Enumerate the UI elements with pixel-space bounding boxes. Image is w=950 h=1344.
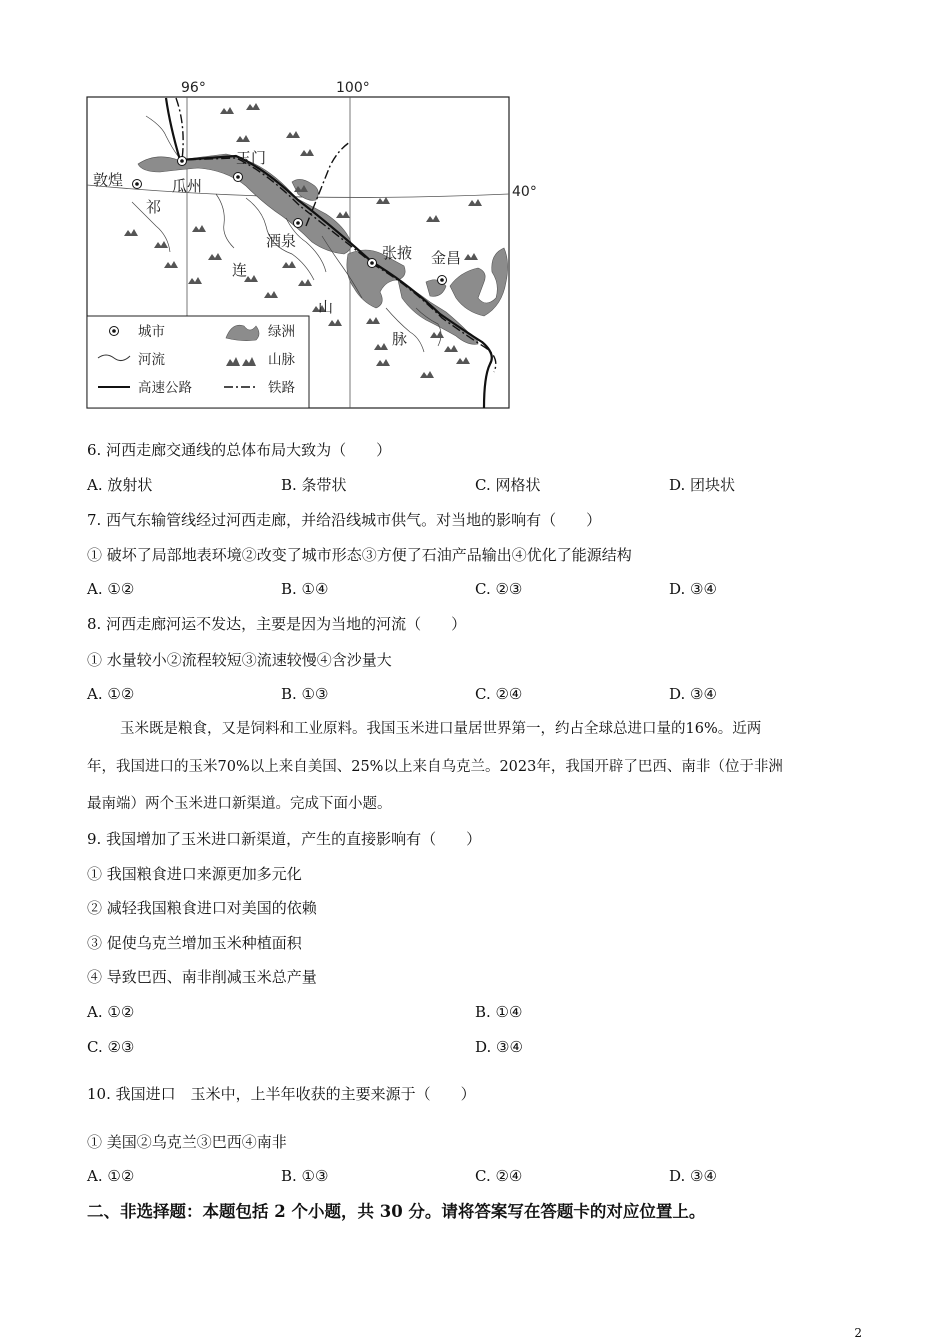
city-label-zhangye: 张掖 [382, 244, 413, 262]
q7-option-b[interactable]: B. ①④ [281, 580, 329, 598]
q6-option-b[interactable]: B. 条带状 [281, 476, 347, 494]
mountain-char-lian: 连 [232, 261, 248, 279]
hexi-corridor-map [86, 76, 537, 410]
q7-option-a[interactable]: A. ①② [87, 580, 135, 598]
q8-option-b[interactable]: B. ①③ [281, 685, 329, 703]
legend-city-label: 城市 [138, 324, 165, 340]
q10-option-d[interactable]: D. ③④ [669, 1167, 717, 1185]
city-label-yumen: 玉门 [236, 149, 267, 167]
q7-statements: ① 破坏了局部地表环境②改变了城市形态③方便了石油产品输出④优化了能源结构 [87, 546, 632, 564]
q10-option-a[interactable]: A. ①② [87, 1167, 135, 1185]
q6-option-c[interactable]: C. 网格状 [475, 476, 541, 494]
legend-river-label: 河流 [138, 352, 165, 368]
mountain-char-shan: 山 [318, 298, 334, 316]
q7-option-c[interactable]: C. ②③ [475, 580, 523, 598]
legend-mountain-label: 山脉 [268, 352, 295, 368]
section-2-heading: 二、非选择题：本题包括 2 个小题，共 30 分。请将答案写在答题卡的对应位置上。 [87, 1202, 706, 1221]
q9-stem: 9. 我国增加了玉米进口新渠道，产生的直接影响有（ ） [87, 830, 482, 848]
city-label-dunhuang: 敦煌 [93, 171, 124, 189]
passage-line-2: 年，我国进口的玉米70%以上来自美国、25%以上来自乌克兰。2023年，我国开辟了巴西、南非（位于非洲 [87, 759, 783, 775]
mountain-char-qi: 祁 [146, 198, 162, 216]
q6-option-a[interactable]: A. 放射状 [87, 476, 153, 494]
q8-option-c[interactable]: C. ②④ [475, 685, 523, 703]
legend-highway-label: 高速公路 [138, 380, 192, 396]
q10-statements: ① 美国②乌克兰③巴西④南非 [87, 1133, 287, 1151]
passage-line-1: 玉米既是粮食，又是饲料和工业原料。我国玉米进口量居世界第一，约占全球总进口量的16%。近两 [120, 721, 762, 737]
q10-option-b[interactable]: B. ①③ [281, 1167, 329, 1185]
q9-option-b[interactable]: B. ①④ [475, 1003, 523, 1021]
q6-option-d[interactable]: D. 团块状 [669, 476, 736, 494]
q9-statement-3: ③ 促使乌克兰增加玉米种植面积 [87, 934, 302, 952]
city-label-jinchang: 金昌 [431, 249, 462, 267]
page-number: 2 [854, 1326, 862, 1340]
passage-line-3: 最南端）两个玉米进口新渠道。完成下面小题。 [87, 796, 392, 812]
mountain-char-mai: 脉 [392, 330, 408, 348]
city-label-guazhou: 瓜州 [172, 177, 203, 195]
city-label-jiuquan: 酒泉 [266, 232, 297, 250]
q10-stem: 10. 我国进口 玉米中，上半年收获的主要来源于（ ） [87, 1085, 476, 1103]
q8-option-a[interactable]: A. ①② [87, 685, 135, 703]
q8-stem: 8. 河西走廊河运不发达，主要是因为当地的河流（ ） [87, 615, 467, 633]
q7-stem: 7. 西气东输管线经过河西走廊，并给沿线城市供气。对当地的影响有（ ） [87, 511, 602, 529]
q9-statement-4: ④ 导致巴西、南非削减玉米总产量 [87, 968, 317, 986]
q8-statements: ① 水量较小②流程较短③流速较慢④含沙量大 [87, 651, 392, 669]
q10-option-c[interactable]: C. ②④ [475, 1167, 523, 1185]
lon-96-label: 96° [181, 80, 206, 96]
legend-railway-label: 铁路 [268, 380, 295, 396]
q9-option-c[interactable]: C. ②③ [87, 1038, 135, 1056]
q9-statement-2: ② 减轻我国粮食进口对美国的依赖 [87, 899, 317, 917]
lon-100-label: 100° [336, 80, 370, 96]
legend-oasis-label: 绿洲 [268, 324, 295, 340]
q9-statement-1: ① 我国粮食进口来源更加多元化 [87, 865, 302, 883]
q9-option-a[interactable]: A. ①② [87, 1003, 135, 1021]
q9-option-d[interactable]: D. ③④ [475, 1038, 523, 1056]
map-legend [87, 316, 309, 408]
q6-stem: 6. 河西走廊交通线的总体布局大致为（ ） [87, 441, 392, 459]
lat-40-label: 40° [512, 184, 537, 200]
q7-option-d[interactable]: D. ③④ [669, 580, 717, 598]
q8-option-d[interactable]: D. ③④ [669, 685, 717, 703]
